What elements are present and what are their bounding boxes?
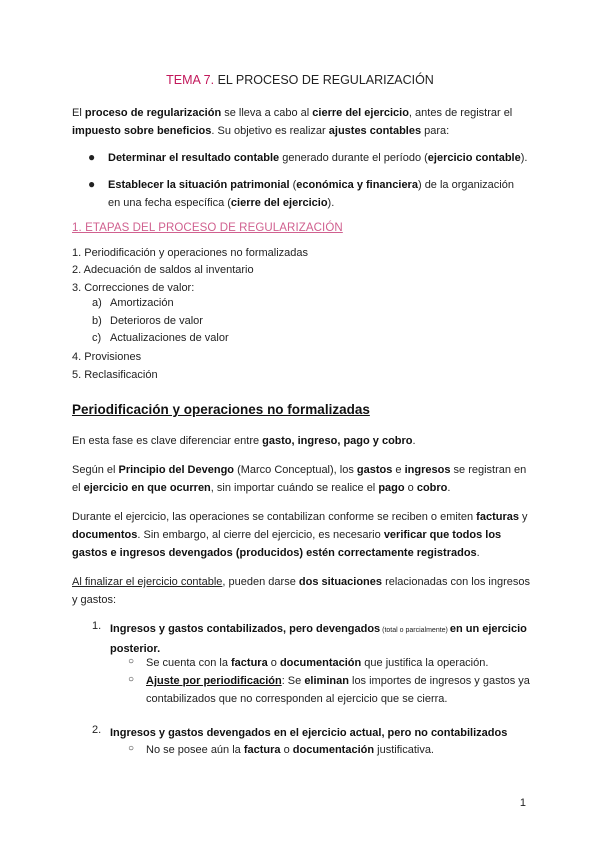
title-text: EL PROCESO DE REGULARIZACIÓN (217, 73, 434, 87)
sub-label: c) (92, 332, 102, 344)
paragraph: Según el Principio del Devengo (Marco Conceptual), los gastos e ingresos se registran en el ejercicio en que ocurren, sin importar cuándo se realice el pago o cobro. (72, 464, 527, 494)
circle-bullet-icon: ○ (128, 743, 135, 754)
sub-stage-item: Actualizaciones de valor (110, 332, 229, 344)
stage-item: 4. Provisiones (72, 351, 142, 363)
section-heading-etapas: 1. ETAPAS DEL PROCESO DE REGULARIZACIÓN (72, 222, 343, 234)
bullet-icon: ● (88, 177, 96, 191)
bullet-icon: ● (88, 150, 96, 164)
sub-item: Ajuste por periodificación: Se eliminan los importes de ingresos y gastos ya contabilizados que no corresponden al ejercicio que se cierra. (146, 675, 530, 705)
sub-stage-item: Amortización (110, 297, 174, 309)
numbered-item: Ingresos y gastos contabilizados, pero devengados (total o parcialmente) en un ejercicio posterior. (110, 623, 527, 655)
item-number: 2. (92, 724, 102, 736)
sub-stage-item: Deterioros de valor (110, 315, 203, 327)
stage-item: 1. Periodificación y operaciones no formalizadas (72, 247, 309, 259)
paragraph: Durante el ejercicio, las operaciones se contabilizan conforme se reciben o emiten facturas y documentos. Sin embargo, al cierre del ejercicio, es necesario verificar que todos los gastos e ingresos devengados (producidos) estén correctamente registrados. (72, 511, 528, 559)
intro-paragraph: El proceso de regularización se lleva a cabo al cierre del ejercicio, antes de registrar el impuesto sobre beneficios. Su objetivo es realizar ajustes contables para: (72, 107, 513, 137)
paragraph: En esta fase es clave diferenciar entre gasto, ingreso, pago y cobro. (72, 435, 416, 447)
section-heading-periodificacion: Periodificación y operaciones no formalizadas (72, 402, 370, 417)
sub-item: Se cuenta con la factura o documentación que justifica la operación. (146, 657, 489, 669)
sub-label: b) (92, 315, 102, 327)
stage-item: 5. Reclasificación (72, 369, 158, 381)
paragraph: Al finalizar el ejercicio contable, pueden darse dos situaciones relacionadas con los ingresos y gastos: (72, 576, 530, 606)
circle-bullet-icon: ○ (128, 656, 135, 667)
numbered-item: Ingresos y gastos devengados en el ejercicio actual, pero no contabilizados (110, 727, 508, 739)
circle-bullet-icon: ○ (128, 674, 135, 685)
sub-label: a) (92, 297, 102, 309)
bullet-item: Establecer la situación patrimonial (económica y financiera) de la organización en una fecha específica (cierre del ejercicio). (108, 179, 514, 209)
bullet-item: Determinar el resultado contable generado durante el período (ejercicio contable). (108, 152, 528, 164)
sub-item: No se posee aún la factura o documentación justificativa. (146, 744, 434, 756)
item-number: 1. (92, 620, 102, 632)
title-prefix: TEMA 7. (166, 73, 215, 87)
page-number: 1 (519, 797, 526, 809)
page-title (0, 73, 600, 87)
stage-item: 3. Correcciones de valor: (72, 282, 195, 294)
stage-item: 2. Adecuación de saldos al inventario (72, 264, 254, 276)
